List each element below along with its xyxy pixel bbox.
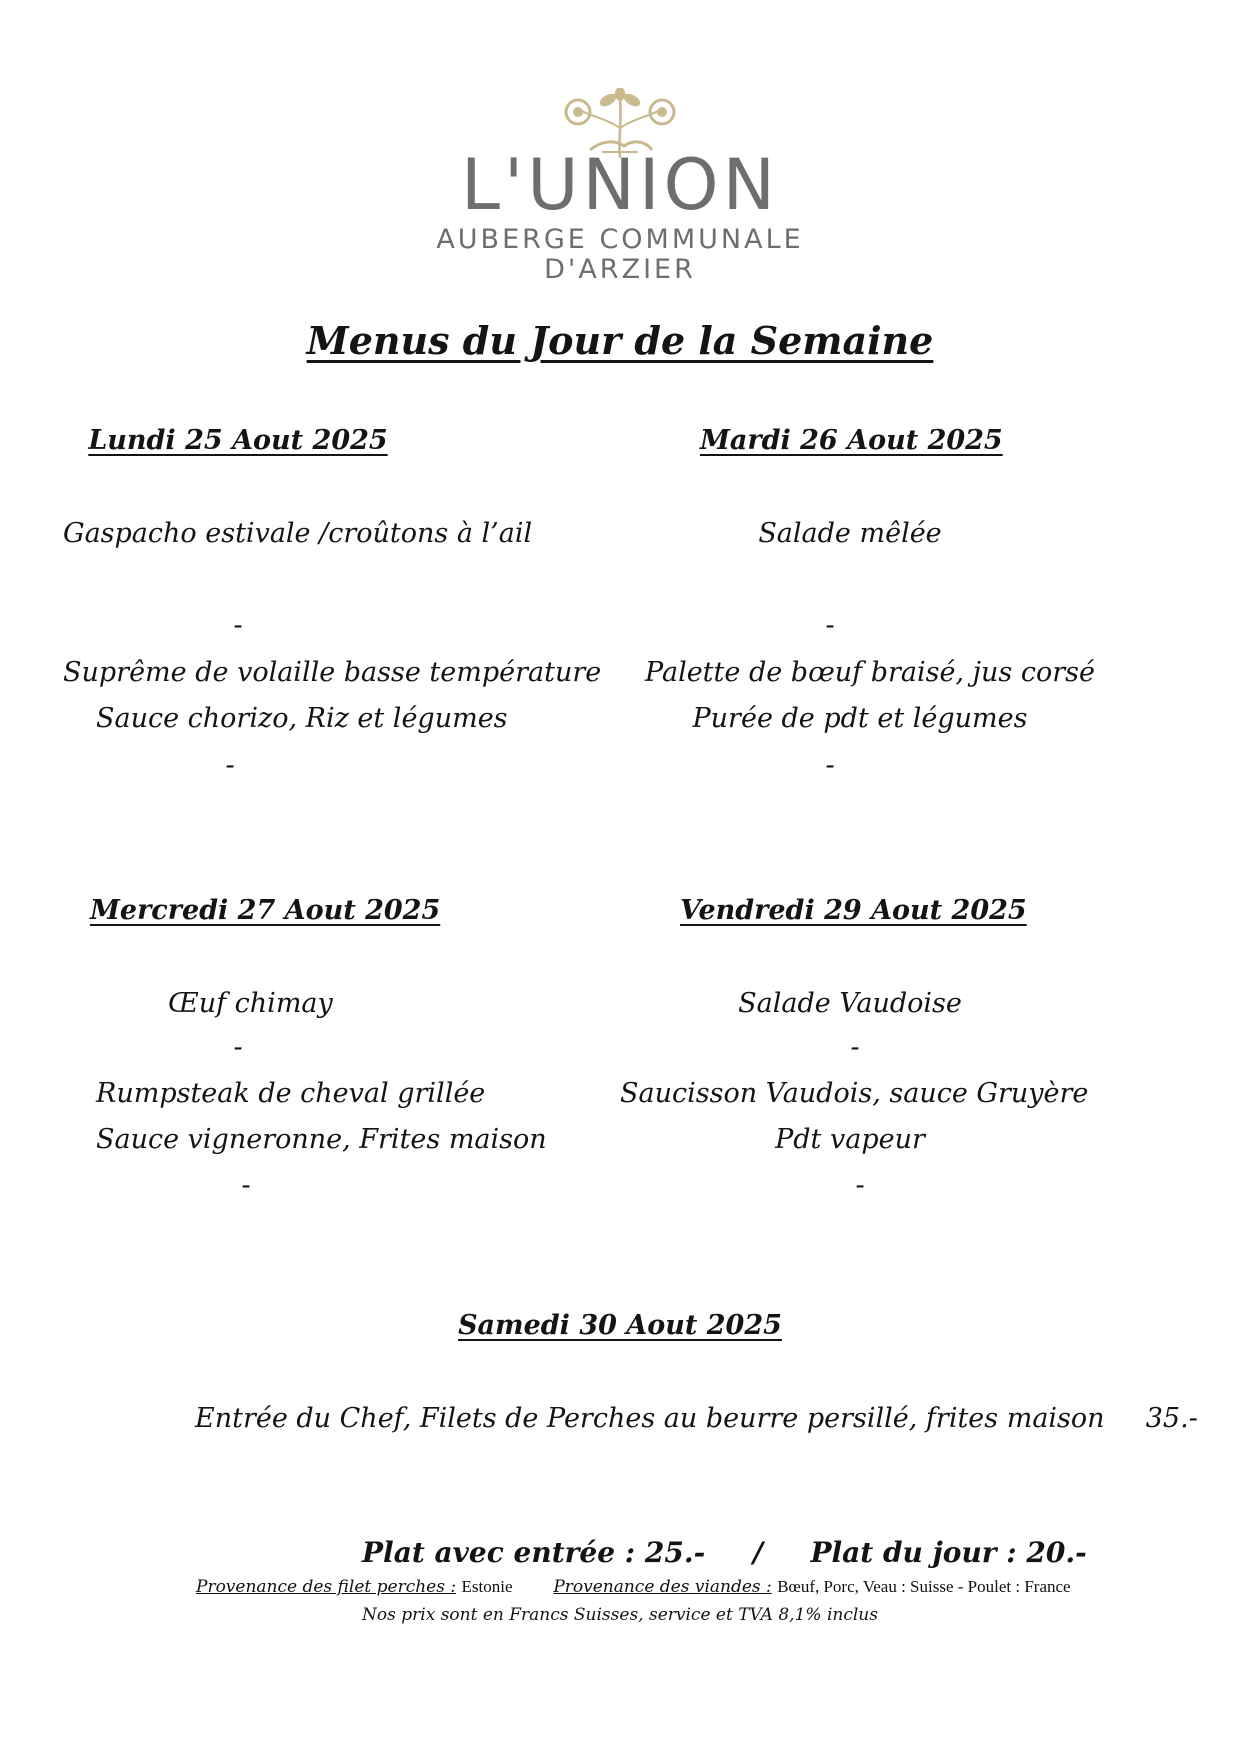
monday-main-2: Sauce chorizo, Riz et légumes bbox=[96, 703, 508, 734]
saturday-price: 35.- bbox=[1145, 1403, 1198, 1434]
restaurant-logo bbox=[340, 88, 900, 285]
tuesday-starter: Salade mêlée bbox=[758, 518, 942, 549]
price-note: Nos prix sont en Francs Suisses, service et TVA 8,1% inclus bbox=[362, 1605, 878, 1625]
price-with-starter: Plat avec entrée : 25.- bbox=[362, 1536, 706, 1569]
wednesday-separator-1: - bbox=[233, 1032, 243, 1063]
meat-origin-value: Bœuf, Porc, Veau : Suisse - Poulet : France bbox=[777, 1577, 1071, 1596]
logo-name: L'UNION bbox=[461, 144, 779, 226]
wednesday-heading: Mercredi 27 Aout 2025 bbox=[90, 895, 441, 926]
price-dish-of-day: Plat du jour : 20.- bbox=[810, 1536, 1087, 1569]
meat-origin-label: Provenance des viandes : bbox=[553, 1577, 772, 1597]
saturday-menu-text: Entrée du Chef, Filets de Perches au beurre persillé, frites maison bbox=[195, 1403, 1105, 1434]
wednesday-main-2: Sauce vigneronne, Frites maison bbox=[96, 1124, 547, 1155]
pricing-line bbox=[362, 1536, 1087, 1569]
logo-subtitle-2: D'ARZIER bbox=[544, 254, 696, 285]
friday-heading: Vendredi 29 Aout 2025 bbox=[680, 895, 1027, 926]
logo-subtitle-1: AUBERGE COMMUNALE bbox=[436, 224, 804, 255]
friday-main-2: Pdt vapeur bbox=[775, 1124, 925, 1155]
saturday-heading: Samedi 30 Aout 2025 bbox=[458, 1310, 782, 1341]
monday-separator-2: - bbox=[225, 750, 235, 781]
monday-separator-1: - bbox=[233, 610, 243, 641]
saturday-menu bbox=[195, 1403, 1198, 1434]
monday-starter: Gaspacho estivale /croûtons à l’ail bbox=[63, 518, 533, 549]
tuesday-main-1: Palette de bœuf braisé, jus corsé bbox=[645, 657, 1095, 688]
wednesday-starter: Œuf chimay bbox=[168, 988, 333, 1019]
tuesday-separator-2: - bbox=[825, 750, 835, 781]
tuesday-separator-1: - bbox=[825, 610, 835, 641]
price-separator: / bbox=[752, 1536, 763, 1569]
tuesday-main-2: Purée de pdt et légumes bbox=[692, 703, 1028, 734]
tuesday-heading: Mardi 26 Aout 2025 bbox=[700, 425, 1003, 456]
friday-main-1: Saucisson Vaudois, sauce Gruyère bbox=[620, 1078, 1089, 1109]
monday-heading: Lundi 25 Aout 2025 bbox=[88, 425, 388, 456]
perches-origin-label: Provenance des filet perches : bbox=[196, 1577, 457, 1597]
monday-main-1: Suprême de volaille basse température bbox=[63, 657, 602, 688]
friday-separator-1: - bbox=[850, 1032, 860, 1063]
friday-separator-2: - bbox=[855, 1170, 865, 1201]
page-title: Menus du Jour de la Semaine bbox=[306, 318, 934, 363]
perches-origin-value: Estonie bbox=[461, 1577, 513, 1596]
wednesday-separator-2: - bbox=[241, 1170, 251, 1201]
wednesday-main-1: Rumpsteak de cheval grillée bbox=[96, 1078, 486, 1109]
friday-starter: Salade Vaudoise bbox=[738, 988, 962, 1019]
origin-line bbox=[196, 1577, 1071, 1597]
